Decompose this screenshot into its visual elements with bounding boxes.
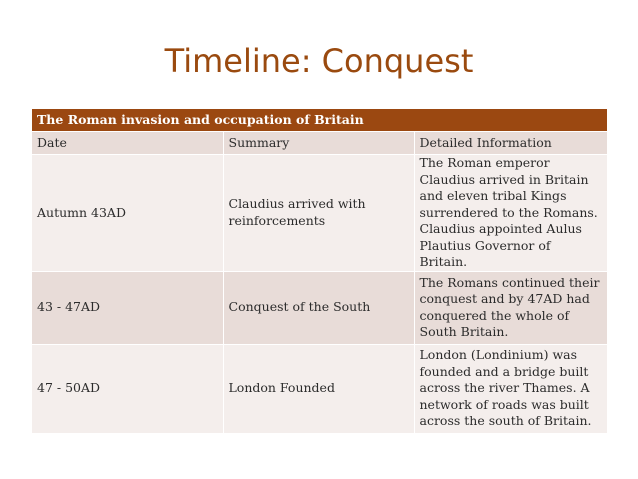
table-row xyxy=(32,344,607,433)
table-caption-row xyxy=(32,109,607,132)
row-details: The Romans continued their conquest and by 47AD had conquered the whole of South Britain. xyxy=(414,271,607,344)
header-date: Date xyxy=(32,132,223,155)
row-details: The Roman emperor Claudius arrived in Britain and eleven tribal Kings surrendered to the Romans. Claudius appointed Aulus Plautius Governor of Britain. xyxy=(414,155,607,272)
header-summary: Summary xyxy=(223,132,414,155)
slide-title: Timeline: Conquest xyxy=(164,42,474,80)
row-date: 43 - 47AD xyxy=(32,271,223,344)
table-row xyxy=(32,155,607,272)
header-details: Detailed Information xyxy=(414,132,607,155)
row-summary: Claudius arrived with reinforcements xyxy=(223,155,414,272)
table-caption: The Roman invasion and occupation of Britain xyxy=(32,109,607,132)
table-header-row xyxy=(32,132,607,155)
table-row xyxy=(32,271,607,344)
timeline-table xyxy=(32,108,607,433)
row-summary: Conquest of the South xyxy=(223,271,414,344)
row-date: 47 - 50AD xyxy=(32,344,223,433)
row-details: London (Londinium) was founded and a bridge built across the river Thames. A network of roads was built across the south of Britain. xyxy=(414,344,607,433)
row-date: Autumn 43AD xyxy=(32,155,223,272)
row-summary: London Founded xyxy=(223,344,414,433)
